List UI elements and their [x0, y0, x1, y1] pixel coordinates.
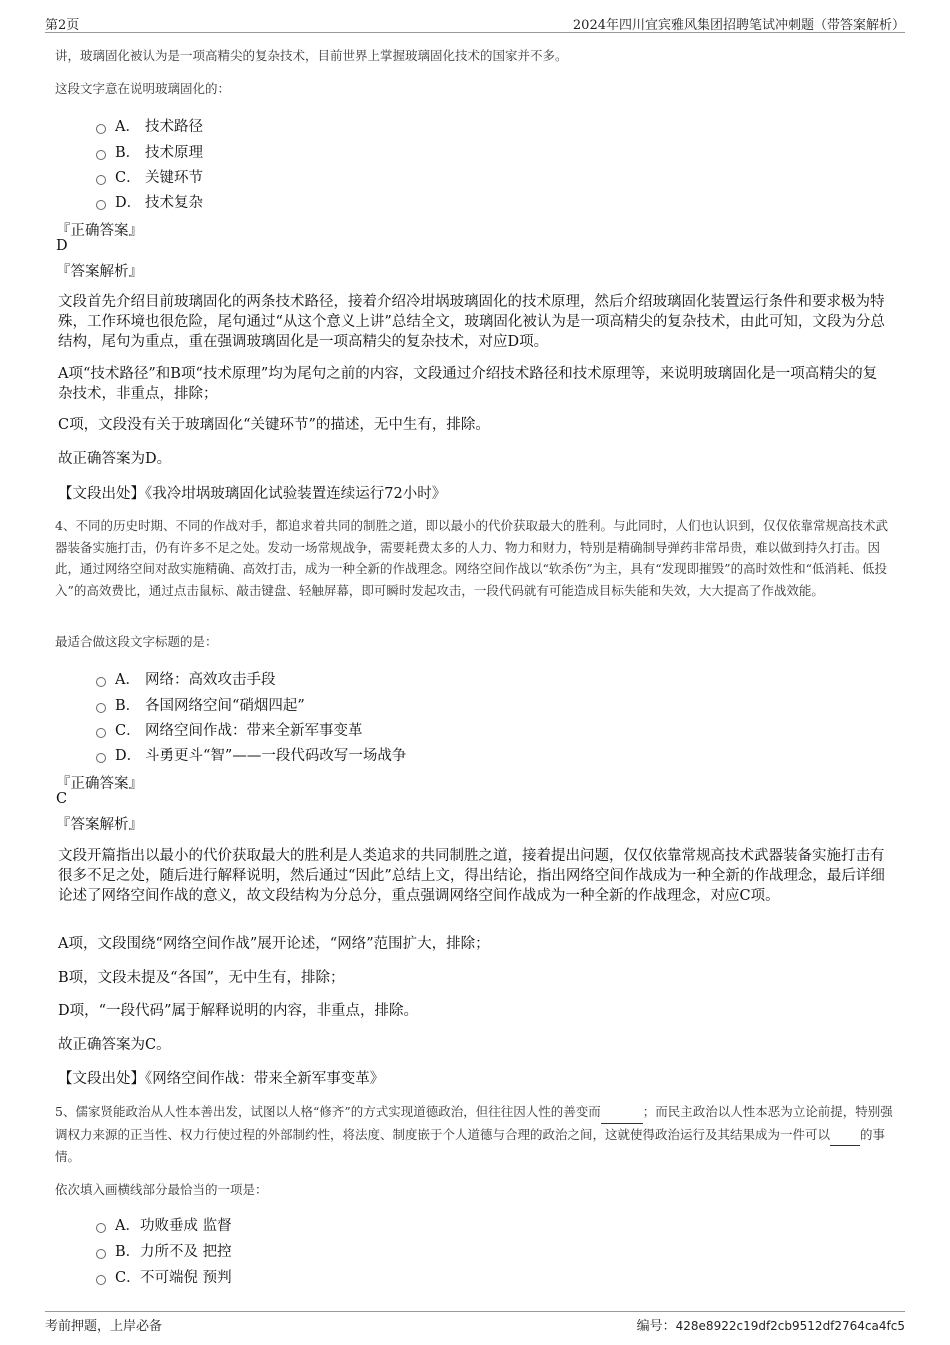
q5-option-c[interactable]: C．不可端倪 预判 [96, 1266, 232, 1287]
radio-icon[interactable] [96, 200, 106, 210]
q3-prompt: 这段文字意在说明玻璃固化的： [55, 81, 231, 96]
page-footer [45, 1311, 905, 1332]
page-header [45, 12, 905, 33]
q3-option-d[interactable]: D． 技术复杂 [96, 191, 203, 212]
q4-option-b[interactable]: B． 各国网络空间“硝烟四起” [96, 694, 305, 715]
q3-option-a[interactable]: A． 技术路径 [96, 115, 203, 136]
footer-slogan: 考前押题，上岸必备 [45, 1319, 163, 1334]
q5-option-a[interactable]: A．功败垂成 监督 [96, 1214, 232, 1235]
radio-icon[interactable] [96, 1275, 106, 1285]
q4-analysis-paragraph: B项，文段未提及“各国”，无中生有，排除； [58, 970, 345, 986]
radio-icon[interactable] [96, 124, 106, 134]
document-code: 编号：428e8922c19df2cb9512df2764ca4fc5 [636, 1319, 905, 1334]
q3-source: 【文段出处】《我冷坩埚玻璃固化试验装置连续运行72小时》 [58, 486, 447, 502]
document-title: 2024年四川宜宾雅风集团招聘笔试冲刺题（带答案解析） [572, 18, 905, 33]
q3-analysis-paragraph: 文段首先介绍目前玻璃固化的两条技术路径，接着介绍冷坩埚玻璃固化的技术原理，然后介绍玻璃固化装置运行条件和要求极为特殊，工作环境也很危险，尾句通过“从这个意义上讲”总结全文，玻璃固化被认为是一项高精尖的复杂技术，由此可知，文段为分总结构，尾句为重点，重在强调玻璃固化是一项高精尖的复杂技术，对应D项。 [58, 294, 885, 350]
radio-icon[interactable] [96, 677, 106, 687]
radio-icon[interactable] [96, 1249, 106, 1259]
q3-answer-label: 『正确答案』 [56, 223, 143, 239]
q3-analysis-label: 『答案解析』 [56, 264, 143, 280]
q4-stem: 4、不同的历史时期、不同的作战对手，都追求着共同的制胜之道，即以最小的代价获取最大的胜利。与此同时，人们也认识到，仅仅依靠常规高技术武器装备实施打击，仍有许多不足之处。发动一场常规战争，需要耗费太多的人力、物力和财力，特别是精确制导弹药非常昂贵，难以做到持久打击。因此，通过网络空间对敌实施精确、高效打击，成为一种全新的作战理念。网络空间作战以“软杀伤”为主，具有“发现即摧毁”的高时效性和“低消耗、低投入”的高效费比，通过点击鼠标、敲击键盘、轻触屏幕，即可瞬时发起攻击，一段代码就有可能造成目标失能和失效，大大提高了作战效能。 [55, 518, 888, 598]
q5-prompt: 依次填入画横线部分最恰当的一项是： [55, 1182, 268, 1197]
q5-option-b[interactable]: B．力所不及 把控 [96, 1240, 232, 1261]
q4-source: 【文段出处】《网络空间作战：带来全新军事变革》 [58, 1071, 385, 1087]
q4-analysis-paragraph: 故正确答案为C。 [58, 1037, 171, 1053]
fill-blank-1[interactable] [601, 1101, 643, 1124]
fill-blank-2[interactable] [830, 1124, 860, 1147]
q4-analysis-label: 『答案解析』 [56, 817, 143, 833]
radio-icon[interactable] [96, 703, 106, 713]
q4-answer: C [56, 791, 68, 807]
q4-option-a[interactable]: A． 网络：高效攻击手段 [96, 668, 276, 689]
q3-option-c[interactable]: C． 关键环节 [96, 166, 203, 187]
q4-option-d[interactable]: D． 斗勇更斗“智”——一段代码改写一场战争 [96, 744, 406, 765]
q4-answer-label: 『正确答案』 [56, 776, 143, 792]
radio-icon[interactable] [96, 175, 106, 185]
q4-prompt: 最适合做这段文字标题的是： [55, 634, 218, 649]
q3-answer: D [56, 238, 68, 254]
q4-analysis-paragraph: A项，文段围绕“网络空间作战”展开论述，“网络”范围扩大，排除； [58, 936, 490, 952]
q3-stem-tail: 讲，玻璃固化被认为是一项高精尖的复杂技术，目前世界上掌握玻璃固化技术的国家并不多。 [55, 48, 568, 63]
q3-analysis-paragraph: A项“技术路径”和B项“技术原理”均为尾句之前的内容，文段通过介绍技术路径和技术原理等，来说明玻璃固化是一项高精尖的复杂技术，非重点，排除； [58, 366, 878, 402]
q4-analysis-paragraph: D项，“一段代码”属于解释说明的内容，非重点，排除。 [58, 1003, 418, 1019]
radio-icon[interactable] [96, 753, 106, 763]
q3-option-b[interactable]: B． 技术原理 [96, 141, 203, 162]
radio-icon[interactable] [96, 1223, 106, 1233]
radio-icon[interactable] [96, 728, 106, 738]
radio-icon[interactable] [96, 150, 106, 160]
q3-analysis-paragraph: 故正确答案为D。 [58, 451, 172, 467]
q3-analysis-paragraph: C项，文段没有关于玻璃固化“关键环节”的描述，无中生有，排除。 [58, 417, 490, 433]
q4-option-c[interactable]: C． 网络空间作战：带来全新军事变革 [96, 719, 363, 740]
q4-analysis-paragraph: 文段开篇指出以最小的代价获取最大的胜利是人类追求的共同制胜之道，接着提出问题，仅仅依靠常规高技术武器装备实施打击有很多不足之处，随后进行解释说明，然后通过“因此”总结上文，得出结论，指出网络空间作战成为一种全新的作战理念，最后详细论述了网络空间作战的意义，故文段结构为分总分，重点强调网络空间作战成为一种全新的作战理念，对应C项。 [58, 848, 885, 904]
q5-stem: 5、儒家贤能政治从人性本善出发，试图以人格“修齐”的方式实现道德政治，但往往因人性的善变而 ；而民主政治以人性本恶为立论前提，特别强调权力来源的正当性、权力行使过程的外部制约性，将法度、制度嵌于个人道德与合理的政治之间，这就使得政治运行及其结果成为一件可以 的事情。 [55, 1101, 895, 1168]
page-number: 第2页 [45, 18, 80, 33]
